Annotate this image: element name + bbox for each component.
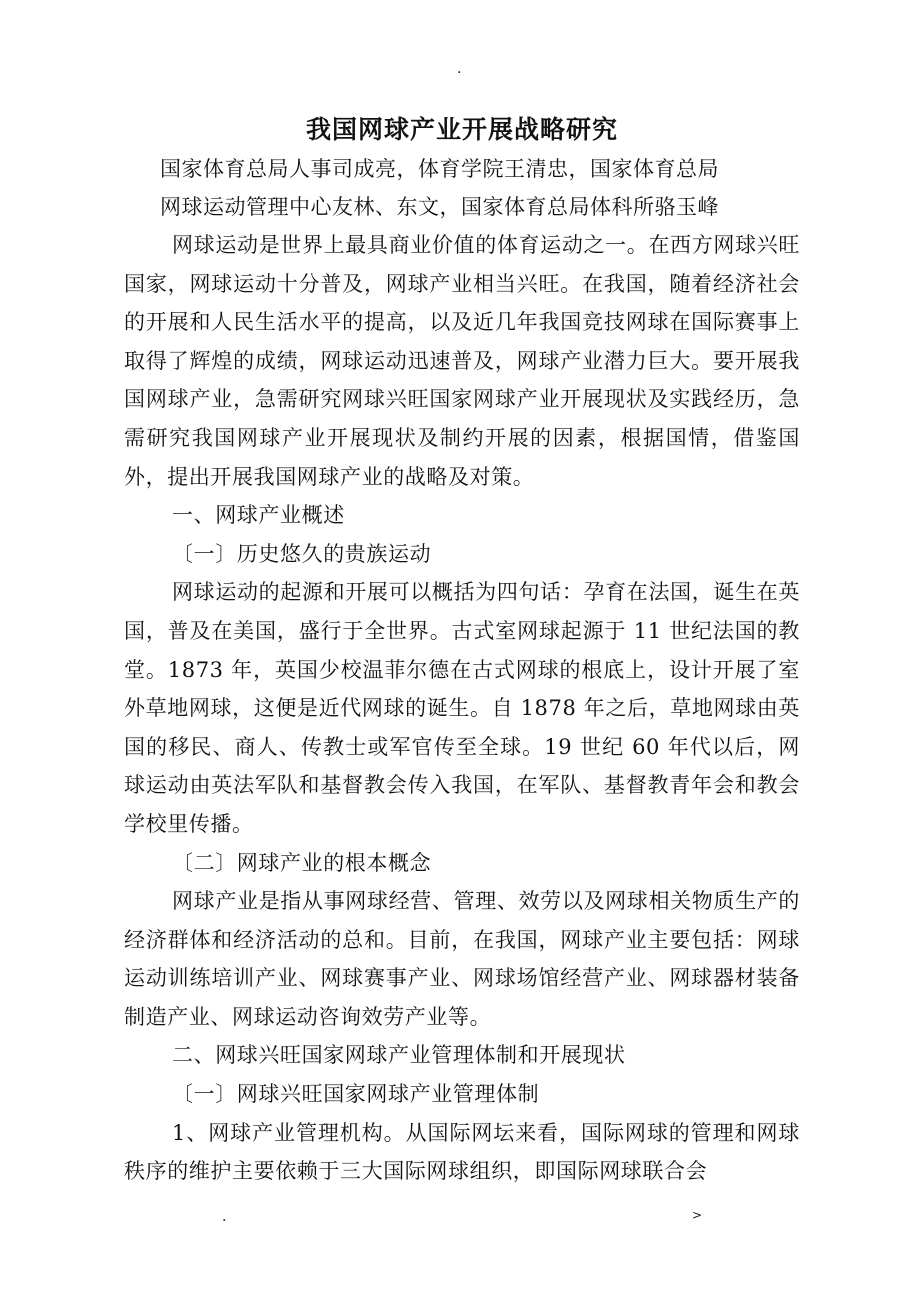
section-1-1-heading: 〔一〕历史悠久的贵族运动 [172,541,432,566]
document-page [124,110,800,1191]
section-2-1-heading: 〔一〕网球兴旺国家网球产业管理体制 [172,1082,540,1107]
section-2-1-paragraph: 1、网球产业管理机构。从国际网坛来看，国际网球的管理和网球秩序的维护主要依赖于三大国际网球组织，即国际网球联合会 [124,1120,800,1184]
section-1-1-paragraph: 网球运动的起源和开展可以概括为四句话：孕育在法国，诞生在英国，普及在美国，盛行于全世界。古式室网球起源于 11 世纪法国的教堂。1873 年，英国少校温菲尔德在古式网球的根底上，设计开展了室外草地网球，这便是近代网球的诞生。自 1878 年之后，草地网球由英国的移民、商人、传教士或军官传至全球。19 世纪 60 年代以后，网球运动由英法军队和基督教会传入我国，在军队、基督教青年会和教会学校里传播。 [124,580,800,836]
document-title: 我国网球产业开展战略研究 [305,115,618,144]
section-2-heading: 二、网球兴旺国家网球产业管理体制和开展现状 [172,1043,626,1068]
author-line-2: 网球运动管理中心友林、东文，国家体育总局体科所骆玉峰 [160,195,719,219]
section-1-2-heading: 〔二〕网球产业的根本概念 [172,850,432,875]
author-line-1: 国家体育总局人事司成亮，体育学院王清忠，国家体育总局 [160,157,719,181]
header-dot: . [457,61,462,77]
intro-paragraph: 网球运动是世界上最具商业价值的体育运动之一。在西方网球兴旺国家，网球运动十分普及，网球产业相当兴旺。在我国，随着经济社会的开展和人民生活水平的提高，以及近几年我国竞技网球在国际赛事上取得了辉煌的成绩，网球运动迅速普及，网球产业潜力巨大。要开展我国网球产业，急需研究网球兴旺国家网球产业开展现状及实践经历，急需研究我国网球产业开展现状及制约开展的因素，根据国情，借鉴国外，提出开展我国网球产业的战略及对策。 [124,233,800,489]
footer-dot: . [222,1209,227,1225]
footer-mark: > [692,1208,703,1222]
section-1-2-paragraph: 网球产业是指从事网球经营、管理、效劳以及网球相关物质生产的经济群体和经济活动的总和。目前，在我国，网球产业主要包括：网球运动训练培训产业、网球赛事产业、网球场馆经营产业、网球器材装备制造产业、网球运动咨询效劳产业等。 [124,889,800,1029]
section-1-heading: 一、网球产业概述 [172,503,345,528]
